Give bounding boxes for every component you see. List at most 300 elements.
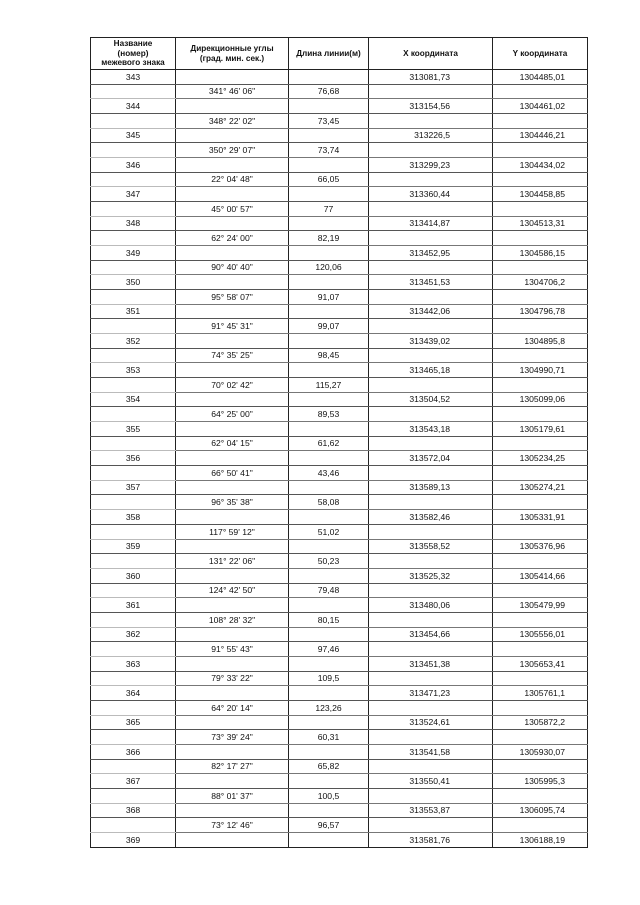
y-coordinate-cell: 1304434,02 xyxy=(493,158,588,173)
empty-cell xyxy=(369,612,493,627)
line-length-cell: 82,19 xyxy=(289,231,369,246)
point-row xyxy=(91,304,588,319)
direction-angle-cell: 66° 50' 41" xyxy=(176,466,289,481)
empty-cell xyxy=(91,759,176,774)
empty-cell xyxy=(91,348,176,363)
empty-cell xyxy=(289,715,369,730)
point-row xyxy=(91,363,588,378)
point-row xyxy=(91,686,588,701)
direction-angle-cell: 73° 39' 24" xyxy=(176,730,289,745)
y-coordinate-cell: 1304895,8 xyxy=(493,334,588,349)
empty-cell xyxy=(176,99,289,114)
direction-angle-cell: 64° 20' 14" xyxy=(176,700,289,715)
line-length-cell: 79,48 xyxy=(289,583,369,598)
direction-angle-cell: 64° 25' 00" xyxy=(176,407,289,422)
point-row xyxy=(91,70,588,85)
y-coordinate-cell: 1306095,74 xyxy=(493,803,588,818)
direction-angle-cell: 90° 40' 40" xyxy=(176,260,289,275)
empty-cell xyxy=(176,744,289,759)
empty-cell xyxy=(176,275,289,290)
point-row xyxy=(91,275,588,290)
y-coordinate-cell: 1305761,1 xyxy=(493,686,588,701)
segment-row xyxy=(91,436,588,451)
segment-row xyxy=(91,759,588,774)
empty-cell xyxy=(369,172,493,187)
header-line-length: Длина линии(м) xyxy=(289,38,369,70)
line-length-cell: 77 xyxy=(289,202,369,217)
segment-row xyxy=(91,524,588,539)
x-coordinate-cell: 313581,76 xyxy=(369,832,493,847)
y-coordinate-cell: 1305479,99 xyxy=(493,598,588,613)
empty-cell xyxy=(369,642,493,657)
direction-angle-cell: 131° 22' 06" xyxy=(176,554,289,569)
empty-cell xyxy=(91,290,176,305)
empty-cell xyxy=(493,524,588,539)
y-coordinate-cell: 1305234,25 xyxy=(493,451,588,466)
empty-cell xyxy=(493,554,588,569)
empty-cell xyxy=(91,612,176,627)
empty-cell xyxy=(91,788,176,803)
point-row xyxy=(91,744,588,759)
empty-cell xyxy=(369,759,493,774)
empty-cell xyxy=(176,568,289,583)
x-coordinate-cell: 313550,41 xyxy=(369,774,493,789)
direction-angle-cell: 74° 35' 25" xyxy=(176,348,289,363)
x-coordinate-cell: 313480,06 xyxy=(369,598,493,613)
empty-cell xyxy=(91,407,176,422)
empty-cell xyxy=(493,466,588,481)
y-coordinate-cell: 1305376,96 xyxy=(493,539,588,554)
point-row xyxy=(91,627,588,642)
x-coordinate-cell: 313589,13 xyxy=(369,480,493,495)
point-name-cell: 351 xyxy=(91,304,176,319)
empty-cell xyxy=(176,70,289,85)
empty-cell xyxy=(493,818,588,833)
empty-cell xyxy=(493,788,588,803)
point-name-cell: 362 xyxy=(91,627,176,642)
empty-cell xyxy=(493,436,588,451)
point-name-cell: 369 xyxy=(91,832,176,847)
x-coordinate-cell: 313541,58 xyxy=(369,744,493,759)
empty-cell xyxy=(369,260,493,275)
point-row xyxy=(91,539,588,554)
empty-cell xyxy=(289,422,369,437)
header-direction-angle-line: Дирекционные углы xyxy=(190,43,274,53)
empty-cell xyxy=(493,700,588,715)
empty-cell xyxy=(176,774,289,789)
empty-cell xyxy=(369,700,493,715)
y-coordinate-cell: 1304458,85 xyxy=(493,187,588,202)
segment-row xyxy=(91,730,588,745)
line-length-cell: 98,45 xyxy=(289,348,369,363)
header-x-coordinate: X координата xyxy=(369,38,493,70)
y-coordinate-cell: 1304990,71 xyxy=(493,363,588,378)
line-length-cell: 58,08 xyxy=(289,495,369,510)
line-length-cell: 120,06 xyxy=(289,260,369,275)
y-coordinate-cell: 1305872,2 xyxy=(493,715,588,730)
segment-row xyxy=(91,260,588,275)
empty-cell xyxy=(176,803,289,818)
empty-cell xyxy=(289,686,369,701)
empty-cell xyxy=(369,290,493,305)
segment-row xyxy=(91,231,588,246)
empty-cell xyxy=(176,216,289,231)
direction-angle-cell: 22° 04' 48" xyxy=(176,172,289,187)
x-coordinate-cell: 313553,87 xyxy=(369,803,493,818)
x-coordinate-cell: 313572,04 xyxy=(369,451,493,466)
empty-cell xyxy=(493,319,588,334)
empty-cell xyxy=(176,510,289,525)
empty-cell xyxy=(91,202,176,217)
segment-row xyxy=(91,319,588,334)
direction-angle-cell: 117° 59' 12" xyxy=(176,524,289,539)
y-coordinate-cell: 1304706,2 xyxy=(493,275,588,290)
empty-cell xyxy=(289,363,369,378)
point-name-cell: 354 xyxy=(91,392,176,407)
direction-angle-cell: 82° 17' 27" xyxy=(176,759,289,774)
empty-cell xyxy=(289,334,369,349)
empty-cell xyxy=(176,246,289,261)
y-coordinate-cell: 1305653,41 xyxy=(493,656,588,671)
direction-angle-cell: 91° 45' 31" xyxy=(176,319,289,334)
y-coordinate-cell: 1305274,21 xyxy=(493,480,588,495)
y-coordinate-cell: 1305331,91 xyxy=(493,510,588,525)
y-coordinate-cell: 1306188,19 xyxy=(493,832,588,847)
point-name-cell: 367 xyxy=(91,774,176,789)
line-length-cell: 100,5 xyxy=(289,788,369,803)
point-row xyxy=(91,99,588,114)
point-row xyxy=(91,656,588,671)
segment-row xyxy=(91,466,588,481)
line-length-cell: 109,5 xyxy=(289,671,369,686)
empty-cell xyxy=(493,642,588,657)
line-length-cell: 73,45 xyxy=(289,114,369,129)
y-coordinate-cell: 1304446,21 xyxy=(493,128,588,143)
point-row xyxy=(91,715,588,730)
point-name-cell: 350 xyxy=(91,275,176,290)
point-row xyxy=(91,422,588,437)
direction-angle-cell: 62° 24' 00" xyxy=(176,231,289,246)
empty-cell xyxy=(369,143,493,158)
segment-row xyxy=(91,671,588,686)
empty-cell xyxy=(289,774,369,789)
empty-cell xyxy=(289,99,369,114)
empty-cell xyxy=(369,495,493,510)
x-coordinate-cell: 313154,56 xyxy=(369,99,493,114)
empty-cell xyxy=(493,730,588,745)
header-y-coordinate: Y координата xyxy=(493,38,588,70)
line-length-cell: 91,07 xyxy=(289,290,369,305)
header-direction-angle xyxy=(176,38,289,70)
y-coordinate-cell: 1305099,06 xyxy=(493,392,588,407)
empty-cell xyxy=(493,114,588,129)
empty-cell xyxy=(91,524,176,539)
segment-row xyxy=(91,700,588,715)
empty-cell xyxy=(493,671,588,686)
empty-cell xyxy=(176,158,289,173)
segment-row xyxy=(91,788,588,803)
direction-angle-cell: 96° 35' 38" xyxy=(176,495,289,510)
point-row xyxy=(91,568,588,583)
point-name-cell: 344 xyxy=(91,99,176,114)
empty-cell xyxy=(176,480,289,495)
empty-cell xyxy=(91,231,176,246)
x-coordinate-cell: 313451,53 xyxy=(369,275,493,290)
y-coordinate-cell: 1304513,31 xyxy=(493,216,588,231)
empty-cell xyxy=(369,231,493,246)
empty-cell xyxy=(493,612,588,627)
point-name-cell: 368 xyxy=(91,803,176,818)
point-row xyxy=(91,158,588,173)
line-length-cell: 115,27 xyxy=(289,378,369,393)
empty-cell xyxy=(493,202,588,217)
direction-angle-cell: 124° 42' 50" xyxy=(176,583,289,598)
line-length-cell: 66,05 xyxy=(289,172,369,187)
segment-row xyxy=(91,612,588,627)
point-row xyxy=(91,598,588,613)
direction-angle-cell: 88° 01' 37" xyxy=(176,788,289,803)
empty-cell xyxy=(493,378,588,393)
x-coordinate-cell: 313558,52 xyxy=(369,539,493,554)
line-length-cell: 123,26 xyxy=(289,700,369,715)
segment-row xyxy=(91,583,588,598)
direction-angle-cell: 73° 12' 46" xyxy=(176,818,289,833)
empty-cell xyxy=(289,216,369,231)
empty-cell xyxy=(289,539,369,554)
segment-row xyxy=(91,642,588,657)
x-coordinate-cell: 313471,23 xyxy=(369,686,493,701)
empty-cell xyxy=(369,202,493,217)
segment-row xyxy=(91,290,588,305)
empty-cell xyxy=(369,554,493,569)
point-name-cell: 357 xyxy=(91,480,176,495)
empty-cell xyxy=(289,627,369,642)
x-coordinate-cell: 313454,66 xyxy=(369,627,493,642)
segment-row xyxy=(91,143,588,158)
empty-cell xyxy=(91,818,176,833)
point-row xyxy=(91,246,588,261)
empty-cell xyxy=(91,378,176,393)
empty-cell xyxy=(289,656,369,671)
segment-row xyxy=(91,84,588,99)
x-coordinate-cell: 313299,23 xyxy=(369,158,493,173)
empty-cell xyxy=(289,275,369,290)
point-name-cell: 358 xyxy=(91,510,176,525)
table-header xyxy=(91,38,588,70)
point-row xyxy=(91,451,588,466)
empty-cell xyxy=(176,363,289,378)
empty-cell xyxy=(91,260,176,275)
segment-row xyxy=(91,172,588,187)
empty-cell xyxy=(289,568,369,583)
empty-cell xyxy=(369,378,493,393)
direction-angle-cell: 70° 02' 42" xyxy=(176,378,289,393)
empty-cell xyxy=(176,304,289,319)
empty-cell xyxy=(91,583,176,598)
empty-cell xyxy=(91,495,176,510)
point-name-cell: 349 xyxy=(91,246,176,261)
empty-cell xyxy=(289,304,369,319)
empty-cell xyxy=(91,172,176,187)
empty-cell xyxy=(91,143,176,158)
point-name-cell: 361 xyxy=(91,598,176,613)
empty-cell xyxy=(493,84,588,99)
point-row xyxy=(91,128,588,143)
empty-cell xyxy=(369,818,493,833)
empty-cell xyxy=(176,715,289,730)
boundary-points-table xyxy=(90,37,588,848)
boundary-coordinates-sheet xyxy=(90,37,587,848)
empty-cell xyxy=(289,392,369,407)
empty-cell xyxy=(369,524,493,539)
empty-cell xyxy=(369,788,493,803)
empty-cell xyxy=(289,128,369,143)
segment-row xyxy=(91,348,588,363)
y-coordinate-cell: 1305556,01 xyxy=(493,627,588,642)
x-coordinate-cell: 313465,18 xyxy=(369,363,493,378)
point-row xyxy=(91,392,588,407)
line-length-cell: 99,07 xyxy=(289,319,369,334)
direction-angle-cell: 79° 33' 22" xyxy=(176,671,289,686)
x-coordinate-cell: 313360,44 xyxy=(369,187,493,202)
segment-row xyxy=(91,202,588,217)
empty-cell xyxy=(289,744,369,759)
empty-cell xyxy=(369,114,493,129)
empty-cell xyxy=(91,671,176,686)
empty-cell xyxy=(176,656,289,671)
direction-angle-cell: 348° 22' 02" xyxy=(176,114,289,129)
point-name-cell: 345 xyxy=(91,128,176,143)
y-coordinate-cell: 1304586,15 xyxy=(493,246,588,261)
empty-cell xyxy=(91,319,176,334)
y-coordinate-cell: 1305414,66 xyxy=(493,568,588,583)
point-name-cell: 352 xyxy=(91,334,176,349)
empty-cell xyxy=(493,172,588,187)
direction-angle-cell: 62° 04' 15" xyxy=(176,436,289,451)
line-length-cell: 73,74 xyxy=(289,143,369,158)
line-length-cell: 97,46 xyxy=(289,642,369,657)
empty-cell xyxy=(493,231,588,246)
header-direction-angle-line: (град. мин. сек.) xyxy=(199,53,265,63)
empty-cell xyxy=(289,480,369,495)
x-coordinate-cell: 313226,5 xyxy=(369,128,493,143)
line-length-cell: 50,23 xyxy=(289,554,369,569)
empty-cell xyxy=(493,759,588,774)
empty-cell xyxy=(369,583,493,598)
empty-cell xyxy=(369,466,493,481)
empty-cell xyxy=(289,187,369,202)
empty-cell xyxy=(176,451,289,466)
header-point-name-line: межевого знака xyxy=(101,58,165,68)
point-name-cell: 355 xyxy=(91,422,176,437)
direction-angle-cell: 45° 00' 57" xyxy=(176,202,289,217)
empty-cell xyxy=(493,583,588,598)
line-length-cell: 89,53 xyxy=(289,407,369,422)
line-length-cell: 61,62 xyxy=(289,436,369,451)
empty-cell xyxy=(289,803,369,818)
point-name-cell: 346 xyxy=(91,158,176,173)
point-name-cell: 348 xyxy=(91,216,176,231)
point-row xyxy=(91,334,588,349)
point-name-cell: 360 xyxy=(91,568,176,583)
empty-cell xyxy=(369,407,493,422)
table-body xyxy=(91,70,588,848)
line-length-cell: 76,68 xyxy=(289,84,369,99)
line-length-cell: 65,82 xyxy=(289,759,369,774)
empty-cell xyxy=(176,539,289,554)
point-name-cell: 356 xyxy=(91,451,176,466)
empty-cell xyxy=(91,700,176,715)
x-coordinate-cell: 313525,32 xyxy=(369,568,493,583)
point-name-cell: 363 xyxy=(91,656,176,671)
segment-row xyxy=(91,554,588,569)
x-coordinate-cell: 313081,73 xyxy=(369,70,493,85)
y-coordinate-cell: 1305179,61 xyxy=(493,422,588,437)
empty-cell xyxy=(369,84,493,99)
empty-cell xyxy=(176,598,289,613)
point-name-cell: 343 xyxy=(91,70,176,85)
empty-cell xyxy=(176,392,289,407)
x-coordinate-cell: 313451,38 xyxy=(369,656,493,671)
empty-cell xyxy=(493,143,588,158)
empty-cell xyxy=(289,510,369,525)
line-length-cell: 80,15 xyxy=(289,612,369,627)
header-point-name-line: (номер) xyxy=(117,48,149,58)
y-coordinate-cell: 1305930,07 xyxy=(493,744,588,759)
x-coordinate-cell: 313504,52 xyxy=(369,392,493,407)
empty-cell xyxy=(493,260,588,275)
x-coordinate-cell: 313414,87 xyxy=(369,216,493,231)
empty-cell xyxy=(176,422,289,437)
x-coordinate-cell: 313524,61 xyxy=(369,715,493,730)
x-coordinate-cell: 313439,02 xyxy=(369,334,493,349)
line-length-cell: 43,46 xyxy=(289,466,369,481)
empty-cell xyxy=(493,348,588,363)
empty-cell xyxy=(91,554,176,569)
point-row xyxy=(91,510,588,525)
empty-cell xyxy=(369,730,493,745)
y-coordinate-cell: 1305995,3 xyxy=(493,774,588,789)
empty-cell xyxy=(91,466,176,481)
empty-cell xyxy=(369,319,493,334)
empty-cell xyxy=(369,671,493,686)
empty-cell xyxy=(176,128,289,143)
segment-row xyxy=(91,407,588,422)
point-row xyxy=(91,832,588,847)
x-coordinate-cell: 313452,95 xyxy=(369,246,493,261)
x-coordinate-cell: 313543,18 xyxy=(369,422,493,437)
line-length-cell: 60,31 xyxy=(289,730,369,745)
point-name-cell: 359 xyxy=(91,539,176,554)
empty-cell xyxy=(493,290,588,305)
direction-angle-cell: 91° 55' 43" xyxy=(176,642,289,657)
segment-row xyxy=(91,495,588,510)
empty-cell xyxy=(493,495,588,510)
empty-cell xyxy=(91,114,176,129)
segment-row xyxy=(91,818,588,833)
direction-angle-cell: 95° 58' 07" xyxy=(176,290,289,305)
empty-cell xyxy=(176,187,289,202)
line-length-cell: 96,57 xyxy=(289,818,369,833)
empty-cell xyxy=(289,70,369,85)
line-length-cell: 51,02 xyxy=(289,524,369,539)
empty-cell xyxy=(176,334,289,349)
empty-cell xyxy=(91,84,176,99)
x-coordinate-cell: 313582,46 xyxy=(369,510,493,525)
direction-angle-cell: 350° 29' 07" xyxy=(176,143,289,158)
empty-cell xyxy=(176,832,289,847)
direction-angle-cell: 341° 46' 06" xyxy=(176,84,289,99)
